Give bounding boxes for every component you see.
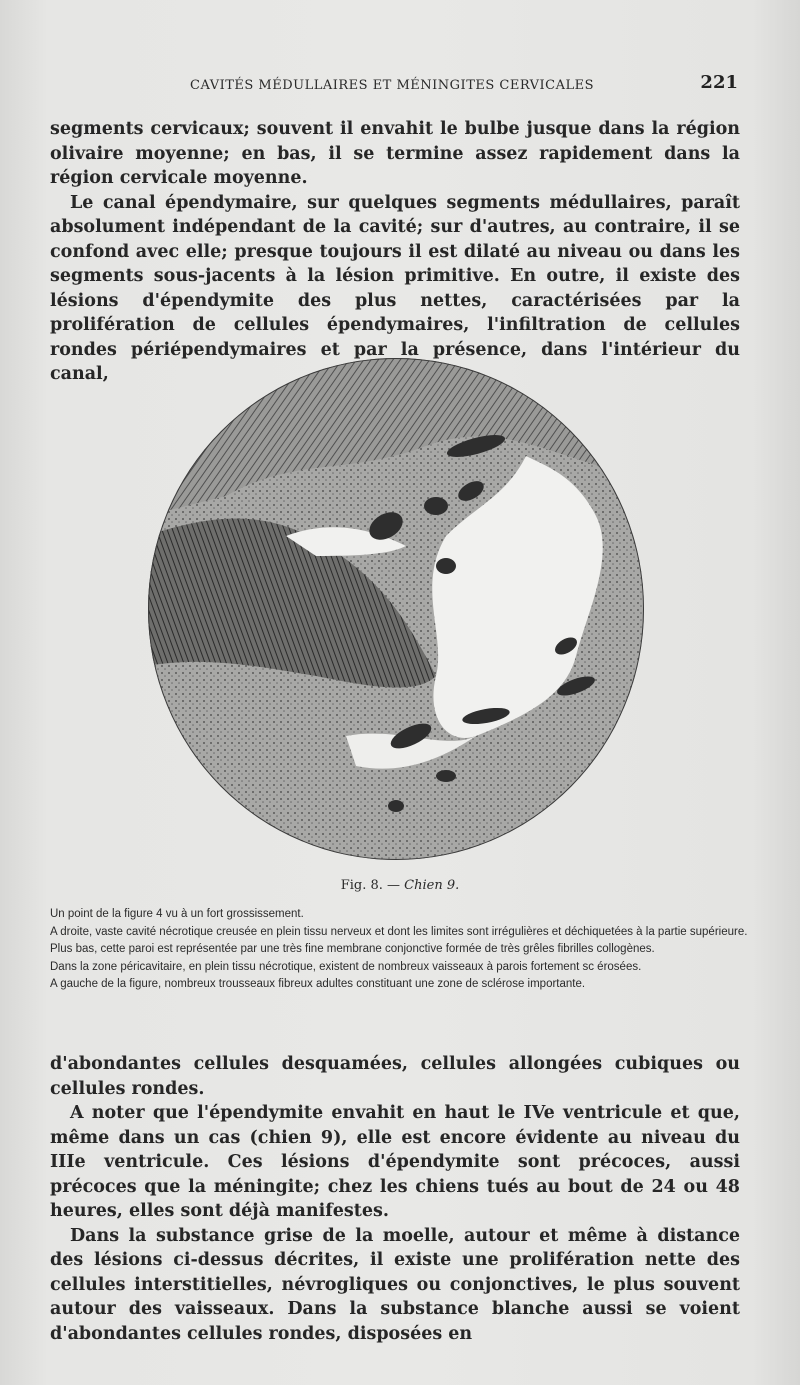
- legend-line-3: Dans la zone péricavitaire, en plein tissu nécrotique, existent de nombreux vaisseaux à parois fortement sc érosées.: [50, 960, 642, 973]
- figure-subject: Chien 9.: [404, 878, 460, 893]
- figure-caption-title: [0, 878, 800, 893]
- paragraph-cellules: d'abondantes cellules desquamées, cellules allongées cubiques ou cellules rondes.: [50, 1054, 740, 1099]
- legend-line-2: A droite, vaste cavité nécrotique creusée en plein tissu nerveux et dont les limites sont irrégulières et déchiquetées à la partie supérieure. Plus bas, cette paroi est représentée par une très fine membrane conjonctive formée de très grêles fibrilles collogènes.: [50, 925, 748, 955]
- histology-figure: [146, 356, 646, 862]
- paragraph-substance-grise: Dans la substance grise de la moelle, autour et même à distance des lésions ci-dessus décrites, il existe une prolifération nette des cellules interstitielles, névrogliques ou conjonctives, le plus souvent autour des vaisseaux. Dans la substance blanche aussi se voient d'abondantes cellules rondes, disposées en: [50, 1225, 740, 1344]
- top-text-block: [50, 117, 740, 387]
- microscope-field-illustration: [146, 356, 646, 862]
- bottom-text-block: [50, 1052, 740, 1346]
- legend-line-1: Un point de la figure 4 vu à un fort grossissement.: [50, 908, 304, 920]
- paragraph-epend-ventricule: A noter que l'épendymite envahit en haut le IVe ventricule et que, même dans un cas (chien 9), elle est encore évidente au niveau du IIIe ventricule. Ces lésions d'épendymite sont précoces, aussi précoces que la méningite; chez les chiens tués au bout de 24 ou 48 heures, elles sont déjà manifestes.: [50, 1103, 740, 1221]
- paragraph-continuation: segments cervicaux; souvent il envahit le bulbe jusque dans la région olivaire moyenne; en bas, il se termine assez rapidement dans la région cervicale moyenne.: [50, 119, 740, 188]
- running-title: CAVITÉS MÉDULLAIRES ET MÉNINGITES CERVICALES: [190, 78, 595, 93]
- paragraph-ependyme: Le canal épendymaire, sur quelques segments médullaires, paraît absolument indépendant de la cavité; sur d'autres, au contraire, il se confond avec elle; presque toujours il est dilaté au niveau ou dans les segments sous-jacents à la lésion primitive. En outre, il existe des lésions d'épendymite des plus nettes, caractérisées par la prolifération de cellules épendymaires, l'infiltration de cellules rondes périépendymaires et par la présence, dans l'intérieur du canal,: [50, 192, 740, 384]
- figure-legend: [50, 906, 750, 994]
- page-number: 221: [700, 72, 738, 93]
- figure-label: Fig. 8. —: [340, 878, 401, 893]
- legend-line-4: A gauche de la figure, nombreux trousseaux fibreux adultes constituant une zone de sclérose importante.: [50, 978, 586, 990]
